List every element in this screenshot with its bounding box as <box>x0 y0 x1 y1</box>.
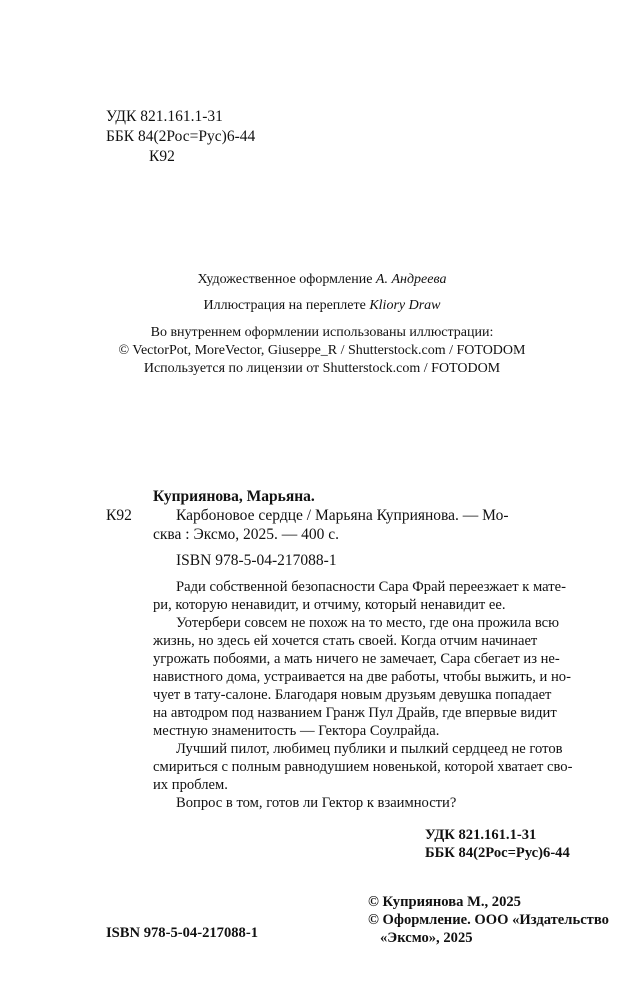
annotation-p2-line5: чует в тату-салоне. Благодаря новым друзьям девушка попадает <box>153 687 552 703</box>
annotation-p2-line7: местную знаменитость — Гектора Соулрайда. <box>153 723 440 739</box>
annotation-p3-line1: Лучший пилот, любимец публики и пылкий сердцеед не готов <box>176 741 563 757</box>
author-sign-top: К92 <box>149 148 175 165</box>
design-credit <box>0 271 644 289</box>
catalog-author-heading: Куприянова, Марьяна. <box>153 488 315 505</box>
annotation-p4-line1: Вопрос в том, готов ли Гектор к взаимности? <box>176 795 457 811</box>
annotation-p3-line3: их проблем. <box>153 777 228 793</box>
inner-illustrations-line1: Во внутреннем оформлении использованы иллюстрации: <box>150 325 494 340</box>
annotation-p1-line2: ри, которую ненавидит, и отчиму, который ненавидит ее. <box>153 597 506 613</box>
copyright-design-line1: © Оформление. ООО «Издательство <box>368 912 609 928</box>
cover-credit-name: Kliory Draw <box>369 298 441 313</box>
annotation-p2-line1: Уотербери совсем не похож на то место, где она прожила всю <box>176 615 560 631</box>
copyright-author: © Куприянова М., 2025 <box>368 894 521 910</box>
design-credit-label: Художественное оформление <box>197 272 376 287</box>
udk-top: УДК 821.161.1-31 <box>106 108 223 125</box>
udk-bottom: УДК 821.161.1-31 <box>425 827 537 843</box>
bbk-top: ББК 84(2Рос=Рус)6-44 <box>106 128 256 145</box>
annotation-p3-line2: смириться с полным равнодушием новенькой, которой хватает сво- <box>153 759 573 775</box>
cover-credit <box>0 297 644 315</box>
inner-illustrations-line2: © VectorPot, MoreVector, Giuseppe_R / Shutterstock.com / FOTODOM <box>118 343 526 358</box>
annotation-p1-line1: Ради собственной безопасности Сара Фрай переезжает к мате- <box>176 579 566 595</box>
annotation-p2-line6: на автодром под названием Гранж Пул Драйв, где впервые видит <box>153 705 557 721</box>
catalog-title-line2: сква : Эксмо, 2025. — 400 с. <box>153 526 340 543</box>
annotation-p2-line2: жизнь, но здесь ей хочется стать своей. Когда отчим начинает <box>153 633 538 649</box>
catalog-sign: К92 <box>106 507 132 524</box>
inner-illustrations-line3: Используется по лицензии от Shutterstock.com / FOTODOM <box>143 361 501 376</box>
annotation-p2-line4: навистного дома, устраивается на две работы, чтобы выжить, и но- <box>153 669 571 685</box>
copyright-design-line2: «Эксмо», 2025 <box>380 930 473 946</box>
design-credit-name: А. Андреева <box>375 272 447 287</box>
footer-isbn: ISBN 978-5-04-217088-1 <box>106 925 259 941</box>
annotation-p2-line3: угрожать побоями, а мать ничего не замечает, Сара сбегает из не- <box>153 651 560 667</box>
catalog-isbn: ISBN 978-5-04-217088-1 <box>176 552 337 569</box>
cover-credit-label: Иллюстрация на переплете <box>203 298 370 313</box>
catalog-title-line1: Карбоновое сердце / Марьяна Куприянова. — Мо- <box>176 507 509 524</box>
bbk-bottom: ББК 84(2Рос=Рус)6-44 <box>425 845 570 861</box>
